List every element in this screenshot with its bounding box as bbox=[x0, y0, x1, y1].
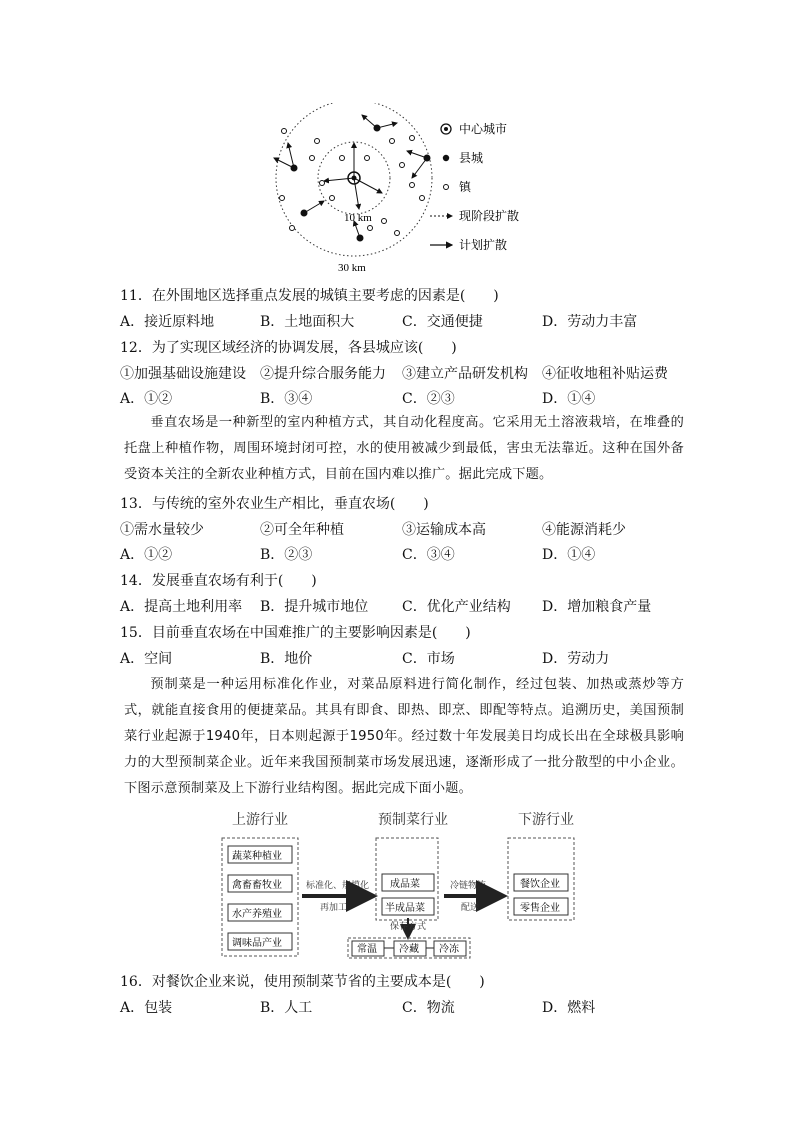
inner-scale-label: 10 km bbox=[344, 212, 372, 224]
option-a: A．接近原料地 bbox=[120, 314, 215, 330]
statement-4: ④能源消耗少 bbox=[542, 522, 626, 538]
downstream-title: 下游行业 bbox=[518, 812, 574, 828]
statement-3: ③运输成本高 bbox=[402, 522, 486, 538]
option-b: B．提升城市地位 bbox=[260, 599, 369, 615]
mid-item: 成品菜 bbox=[390, 879, 420, 890]
legend-county-icon bbox=[443, 155, 449, 161]
downstream-item: 餐饮企业 bbox=[520, 879, 560, 890]
option-b: B．③④ bbox=[260, 391, 313, 407]
option-c: C．②③ bbox=[402, 391, 455, 407]
storage-label: 保存方式 bbox=[390, 922, 427, 932]
option-a: A．包装 bbox=[120, 1000, 173, 1016]
arrow2-label: 冷链物流 bbox=[450, 881, 487, 891]
storage-item: 冷藏 bbox=[399, 944, 419, 955]
upstream-item: 水产养殖业 bbox=[232, 909, 282, 920]
question-11-stem: 11．在外围地区选择重点发展的城镇主要考虑的因素是( ) bbox=[120, 288, 499, 304]
option-c: C．市场 bbox=[402, 651, 455, 667]
option-d: D．①④ bbox=[542, 547, 596, 563]
option-b: B．②③ bbox=[260, 547, 313, 563]
legend-planned-expansion: 计划扩散 bbox=[459, 238, 508, 252]
chain-svg bbox=[218, 808, 598, 966]
option-d: D．燃料 bbox=[542, 1000, 596, 1016]
option-b: B．地价 bbox=[260, 651, 313, 667]
storage-item: 冷冻 bbox=[439, 944, 459, 955]
option-d: D．劳动力丰富 bbox=[542, 314, 638, 330]
statement-2: ②提升综合服务能力 bbox=[260, 366, 386, 382]
question-14-stem: 14．发展垂直农场有利于( ) bbox=[120, 573, 317, 589]
option-b: B．人工 bbox=[260, 1000, 313, 1016]
option-d: D．增加粮食产量 bbox=[542, 599, 652, 615]
option-d: D．劳动力 bbox=[542, 651, 610, 667]
upstream-item: 禽畜畜牧业 bbox=[232, 880, 282, 891]
downstream-item: 零售企业 bbox=[520, 903, 560, 914]
option-c: C．优化产业结构 bbox=[402, 599, 511, 615]
question-12-stem: 12．为了实现区域经济的协调发展，各县城应该( ) bbox=[120, 340, 457, 356]
legend-town: 镇 bbox=[459, 180, 472, 194]
upstream-item: 蔬菜种植业 bbox=[232, 851, 282, 862]
option-a: A．空间 bbox=[120, 651, 173, 667]
mid-title: 预制菜行业 bbox=[378, 812, 448, 828]
question-13-stem: 13．与传统的室外农业生产相比，垂直农场( ) bbox=[120, 496, 429, 512]
mid-item: 半成品菜 bbox=[385, 903, 425, 914]
question-16-stem: 16．对餐饮企业来说，使用预制菜节省的主要成本是( ) bbox=[120, 974, 485, 990]
option-c: C．物流 bbox=[402, 1000, 455, 1016]
arrow1-label2: 再加工 bbox=[320, 903, 348, 913]
upstream-title: 上游行业 bbox=[232, 812, 288, 828]
legend-current-expansion: 现阶段扩散 bbox=[459, 209, 520, 223]
option-c: C．交通便捷 bbox=[402, 314, 483, 330]
legend-county-town: 县城 bbox=[459, 151, 484, 165]
legend-center-city: 中心城市 bbox=[459, 122, 508, 136]
arrow2-label2: 配送 bbox=[461, 903, 480, 913]
passage-vertical-farm: 垂直农场是一种新型的室内种植方式，其自动化程度高。它采用无土溶液栽培，在堆叠的托盘上种植作物，周围环境封闭可控，水的使用被减少到最低，害虫无法靠近。这种在国外备受资本关注的全新农业种植方式，目前在国内难以推广。据此完成下题。 bbox=[124, 415, 684, 482]
question-15-stem: 15．目前垂直农场在中国难推广的主要影响因素是( ) bbox=[120, 625, 471, 641]
option-a: A．①② bbox=[120, 391, 173, 407]
prepared-food-chain-diagram bbox=[218, 808, 598, 966]
statement-1: ①需水量较少 bbox=[120, 522, 204, 538]
option-a: A．提高土地利用率 bbox=[120, 599, 243, 615]
storage-item: 常温 bbox=[357, 944, 377, 955]
map-svg bbox=[262, 103, 542, 275]
statement-4: ④征收地租补贴运费 bbox=[542, 366, 668, 382]
statement-2: ②可全年种植 bbox=[260, 522, 344, 538]
option-c: C．③④ bbox=[402, 547, 455, 563]
statement-3: ③建立产品研发机构 bbox=[402, 366, 528, 382]
statement-1: ①加强基础设施建设 bbox=[120, 366, 246, 382]
passage-prepared-food: 预制菜是一种运用标准化作业，对菜品原料进行简化制作，经过包装、加热或蒸炒等方式，就能直接食用的便捷菜品。其具有即食、即热、即烹、即配等特点。追溯历史，美国预制菜行业起源于1940年，日本则起源于1950年。经过数十年发展美日均成长出在全球极具影响力的大型预制菜企业。近年来我国预制菜市场发展迅速，逐渐形成了一批分散型的中小企业。下图示意预制菜及上下游行业结构图。据此完成下面小题。 bbox=[124, 677, 684, 796]
upstream-item: 调味品产业 bbox=[232, 938, 282, 949]
outer-scale-label: 30 km bbox=[338, 262, 366, 274]
option-a: A．①② bbox=[120, 547, 173, 563]
urban-expansion-map bbox=[262, 103, 542, 275]
legend-town-icon bbox=[444, 185, 449, 190]
option-b: B．土地面积大 bbox=[260, 314, 355, 330]
arrow1-label: 标准化、规模化 bbox=[306, 881, 370, 891]
option-d: D．①④ bbox=[542, 391, 596, 407]
